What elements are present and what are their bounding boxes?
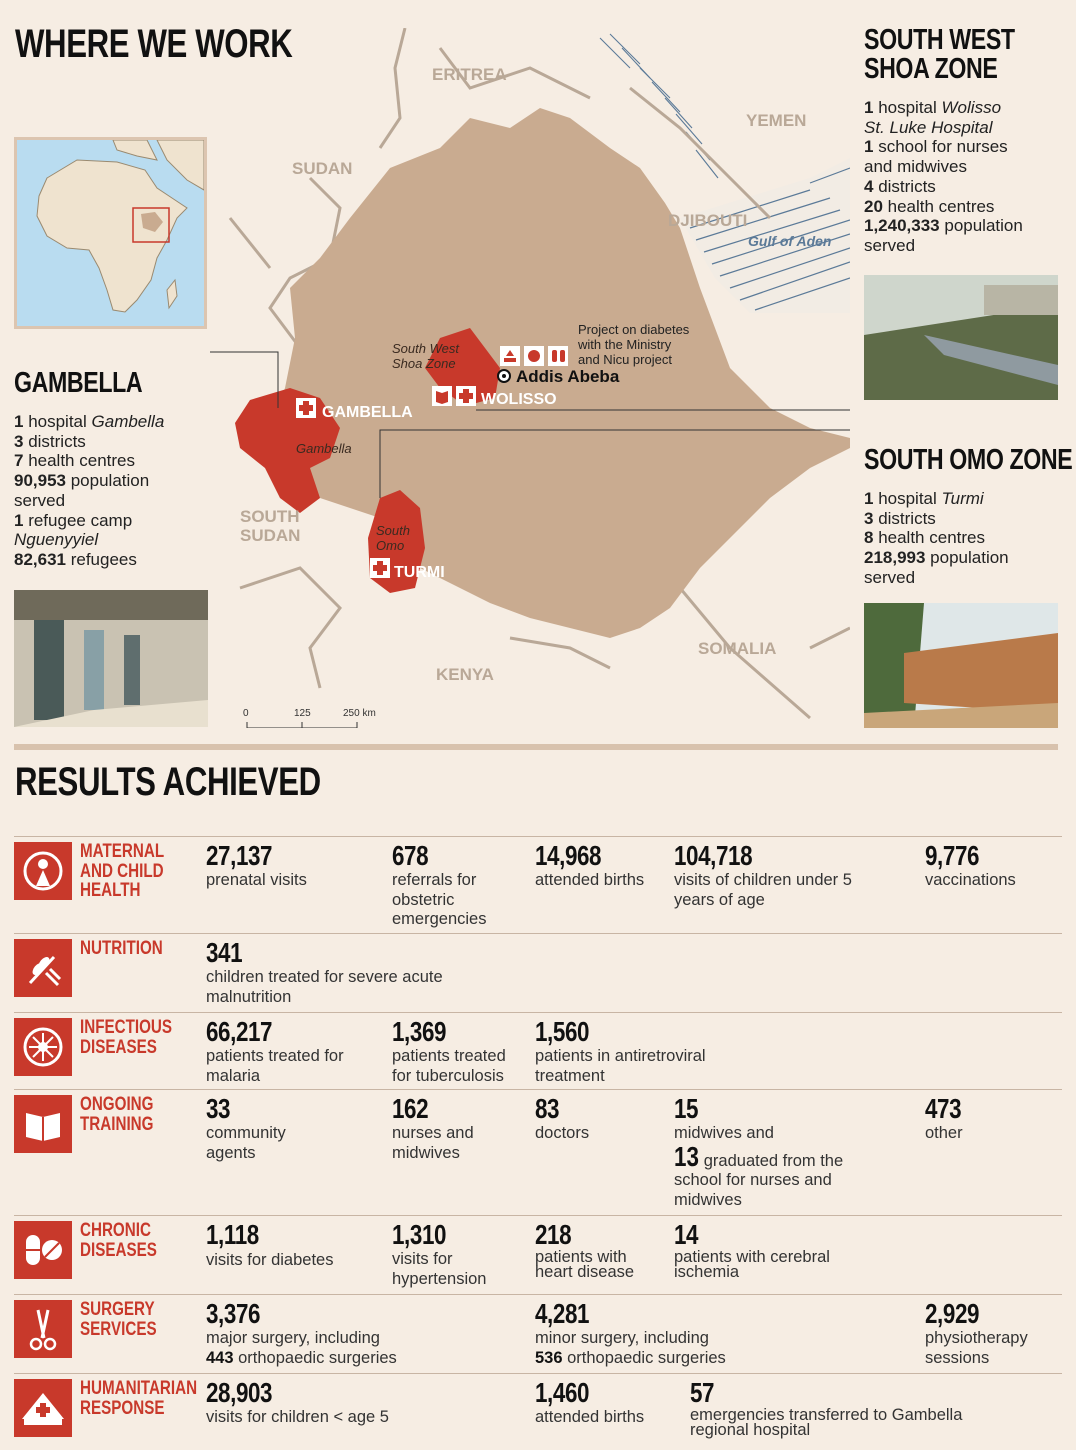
stat-prenatal: 27,137 prenatal visits — [206, 840, 307, 889]
results-title: RESULTS ACHIEVED — [15, 760, 321, 804]
pills-icon — [14, 1221, 72, 1279]
sw-shoa-title-2: SHOA ZONE — [864, 53, 998, 85]
info-line: 8 health centres — [864, 528, 985, 548]
results-table — [14, 836, 1062, 1443]
book-icon — [14, 1095, 72, 1153]
svg-text:125: 125 — [294, 708, 311, 719]
gambella-title: GAMBELLA — [14, 367, 143, 399]
row-humanitarian — [14, 1373, 1062, 1443]
project-note-3: and Nicu project — [578, 352, 672, 367]
virus-icon — [14, 1018, 72, 1076]
stat-malnutrition: 341 children treated for severe acute malnutrition — [206, 937, 443, 1006]
info-line: 1,240,333 population — [864, 216, 1023, 236]
stat-tuberculosis: 1,369 patients treated for tuberculosis — [392, 1016, 506, 1085]
stat-diabetes: 1,118 visits for diabetes — [206, 1219, 334, 1269]
stat-heart: 218 patients with heart disease — [535, 1219, 635, 1281]
mother-child-icon — [14, 842, 72, 900]
page-title: WHERE WE WORK — [15, 22, 293, 66]
info-line: 1 hospital Gambella — [14, 412, 165, 431]
label-gulf: Gulf of Aden — [748, 233, 832, 249]
stat-births: 14,968 attended births — [535, 840, 645, 889]
row-label-chronic: CHRONIC DISEASES — [80, 1220, 157, 1261]
label-sw-shoa-1: South West — [392, 341, 459, 356]
label-djibouti: DJIBOUTI — [668, 211, 748, 230]
label-sw-shoa-2: Shoa Zone — [392, 356, 456, 371]
project-note-2: with the Ministry — [578, 337, 672, 352]
row-nutrition — [14, 933, 1062, 1012]
row-training — [14, 1089, 1062, 1215]
info-line: 3 districts — [864, 508, 936, 528]
row-surgery — [14, 1294, 1062, 1373]
stat-malaria: 66,217 patients treated for malaria — [206, 1016, 344, 1085]
info-line: St. Luke Hospital — [864, 117, 993, 137]
row-chronic — [14, 1215, 1062, 1294]
gambella-info — [14, 369, 214, 570]
south-omo-photo — [864, 603, 1058, 728]
row-label-humanitarian: HUMANITARIAN RESPONSE — [80, 1378, 198, 1419]
scissors-icon — [14, 1300, 72, 1358]
stat-referrals: 678 referrals for obstetric emergencies — [392, 840, 487, 929]
label-sudan: SUDAN — [292, 159, 353, 178]
project-icons — [500, 346, 568, 366]
stat-hypertension: 1,310 visits for hypertension — [392, 1219, 487, 1288]
info-line: served — [864, 567, 916, 587]
row-label-nutrition: NUTRITION — [80, 938, 163, 959]
stat-minor-surgery: 4,281 minor surgery, including 536 orthopaedic surgeries — [535, 1298, 726, 1367]
sw-shoa-info — [864, 26, 1064, 256]
stat-major-surgery: 3,376 major surgery, including 443 orthopaedic surgeries — [206, 1298, 397, 1367]
label-kenya: KENYA — [436, 665, 494, 684]
label-omo-2: Omo — [376, 538, 405, 553]
gambella-photo — [14, 590, 208, 727]
turmi-site-icon — [370, 558, 390, 578]
stat-humanitarian-births: 1,460 attended births — [535, 1377, 645, 1426]
info-line: 90,953 population — [14, 471, 150, 491]
label-turmi-site: TURMI — [394, 564, 445, 581]
africa-inset-map — [14, 137, 207, 329]
info-line: 82,631 refugees — [14, 549, 137, 569]
info-line: and midwives — [864, 157, 967, 177]
row-label-maternal: MATERNAL AND CHILD HEALTH — [80, 841, 165, 901]
row-label-surgery: SURGERY SERVICES — [80, 1299, 157, 1340]
sw-shoa-photo — [864, 275, 1058, 400]
info-line: 1 hospital Wolisso — [864, 98, 1002, 117]
stat-vaccinations: 9,776 vaccinations — [925, 840, 1016, 889]
info-line: Nguenyyiel — [14, 530, 99, 550]
label-capital: Addis Abeba — [516, 367, 620, 386]
info-line: 3 districts — [14, 431, 86, 451]
label-yemen: YEMEN — [746, 111, 807, 130]
stat-emergencies: 57 emergencies transferred to Gambella regional hospital — [690, 1377, 963, 1439]
project-note-1: Project on diabetes — [578, 322, 690, 337]
info-line: 20 health centres — [864, 196, 995, 216]
info-line: 4 districts — [864, 176, 936, 196]
row-label-infectious: INFECTIOUS DISEASES — [80, 1017, 173, 1058]
label-south-sudan-1: SOUTH — [240, 507, 300, 526]
label-south-sudan-2: SUDAN — [240, 526, 301, 545]
label-eritrea: ERITREA — [432, 65, 507, 84]
south-omo-title: SOUTH OMO ZONE — [864, 444, 1073, 476]
scale-bar — [243, 708, 376, 728]
info-line: 1 refugee camp — [14, 510, 133, 530]
gambella-site-icon — [296, 398, 316, 418]
stat-midwives: 15 midwives and 13 graduated from the school for nurses and midwives — [674, 1093, 844, 1209]
ethiopia-map — [210, 28, 850, 728]
wheat-icon — [14, 939, 72, 997]
stat-child-visits: 104,718 visits of children under 5 years of age — [674, 840, 852, 909]
info-line: 1 hospital Turmi — [864, 489, 984, 508]
stat-nurses: 162 nurses and midwives — [392, 1093, 474, 1162]
stat-doctors: 83 doctors — [535, 1093, 590, 1142]
info-line: 218,993 population — [864, 548, 1009, 568]
info-line: 1 school for nurses — [864, 137, 1008, 157]
stat-antiretroviral: 1,560 patients in antiretroviral treatment — [535, 1016, 706, 1085]
label-gambella-region: Gambella — [296, 441, 352, 456]
section-divider — [14, 744, 1058, 750]
svg-text:0: 0 — [243, 708, 249, 719]
row-label-training: ONGOING TRAINING — [80, 1094, 154, 1135]
row-maternal — [14, 836, 1062, 933]
stat-ischemia: 14 patients with cerebral ischemia — [674, 1219, 830, 1281]
wolisso-book-icon — [432, 386, 452, 406]
svg-text:250 km: 250 km — [343, 708, 376, 719]
stat-community-agents: 33 community agents — [206, 1093, 286, 1162]
sw-shoa-title-1: SOUTH WEST — [864, 24, 1015, 56]
wolisso-hospital-icon — [456, 386, 476, 406]
label-omo-1: South — [376, 523, 410, 538]
south-omo-info — [864, 444, 1073, 588]
info-line: 7 health centres — [14, 451, 135, 471]
info-line: served — [14, 490, 66, 510]
tent-icon — [14, 1379, 72, 1437]
row-infectious — [14, 1012, 1062, 1089]
stat-physiotherapy: 2,929 physiotherapy sessions — [925, 1298, 1028, 1367]
label-wolisso-site: WOLISSO — [481, 391, 557, 408]
info-line: served — [864, 235, 916, 255]
label-gambella-site: GAMBELLA — [322, 404, 413, 421]
stat-children-visits: 28,903 visits for children < age 5 — [206, 1377, 389, 1426]
stat-other: 473 other — [925, 1093, 963, 1142]
label-somalia: SOMALIA — [698, 639, 777, 658]
